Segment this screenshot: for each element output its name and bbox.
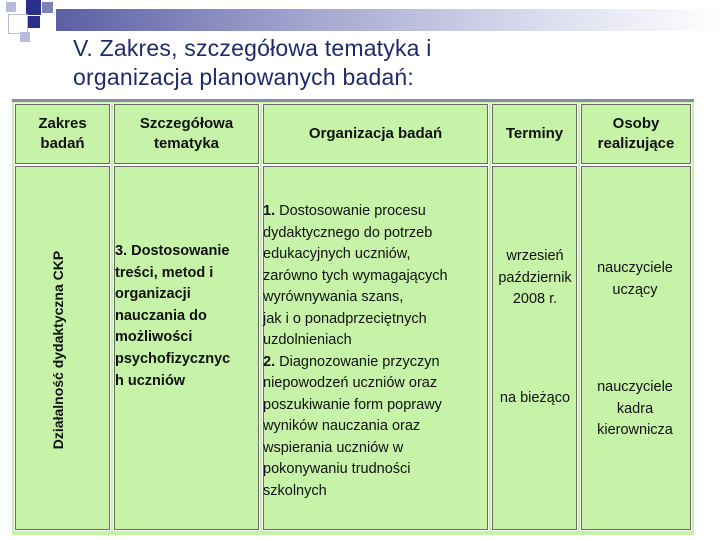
topic-line: nauczania do xyxy=(115,307,207,324)
header-topic xyxy=(113,103,260,165)
header-persons-line-2: realizujące xyxy=(597,135,675,152)
header-persons xyxy=(580,103,692,165)
topic-text xyxy=(115,241,255,392)
terms-line: październik xyxy=(498,269,572,286)
topic-line: możliwości xyxy=(115,329,193,346)
slide-title xyxy=(73,34,693,92)
cell-terms xyxy=(491,165,578,531)
organization-item-2-first-line xyxy=(263,352,488,374)
organization-line: pokonywaniu trudności xyxy=(263,461,411,477)
terms-group-2 xyxy=(493,388,577,410)
organization-item-heading: Diagnozowanie przyczyn xyxy=(275,353,440,370)
header-scope-line-2: badań xyxy=(40,135,85,152)
organization-line: uzdolnieniach xyxy=(263,332,352,348)
organization-line: wspierania uczniów w xyxy=(263,439,404,456)
header-organization xyxy=(262,103,489,165)
slide-title-line-2: organizacja planowanych badań: xyxy=(73,64,415,90)
organization-item-number: 1. xyxy=(263,203,276,219)
organization-line: zarówno tych wymagających xyxy=(263,267,448,284)
topic-line: organizacji xyxy=(115,286,191,303)
organization-item-2 xyxy=(263,352,488,503)
organization-line: edukacyjnych uczniów, xyxy=(263,246,411,262)
organization-line: jak i o ponadprzeciętnych xyxy=(263,310,427,327)
organization-item-1 xyxy=(263,201,488,352)
header-scope-line-1: Zakres xyxy=(38,115,87,132)
organization-item-1-first-line xyxy=(263,201,488,223)
terms-line: wrzesień xyxy=(506,248,564,264)
persons-group-1 xyxy=(581,258,689,301)
header-persons-line-1: Osoby xyxy=(612,115,660,132)
terms-line: 2008 r. xyxy=(512,291,558,307)
organization-line: niepowodzeń uczniów oraz xyxy=(263,375,438,391)
organization-line: wyrównywania szans, xyxy=(263,289,404,305)
organization-line: poszukiwanie form poprawy xyxy=(263,396,442,413)
organization-item-heading: Dostosowanie procesu xyxy=(275,203,426,219)
persons-line: kierownicza xyxy=(597,422,673,438)
terms-group-1 xyxy=(493,246,577,311)
topic-line: treści, metod i xyxy=(115,264,214,281)
header-terms xyxy=(491,103,578,165)
organization-text xyxy=(263,201,488,502)
header-scope xyxy=(14,103,111,165)
header-topic-line-1: Szczegółowa xyxy=(139,115,234,132)
scope-value: Działalność dydaktyczna CKP xyxy=(50,250,66,450)
topic-line: psychofizycznyc xyxy=(115,350,231,367)
persons-line: kadra xyxy=(616,400,654,417)
topic-line: 3. Dostosowanie xyxy=(115,243,230,259)
organization-line: szkolnych xyxy=(263,482,327,499)
topic-line: h uczniów xyxy=(115,372,186,389)
organization-line: wyników nauczania oraz xyxy=(263,418,421,434)
terms-line: na bieżąco xyxy=(499,390,571,406)
persons-line: nauczyciele xyxy=(597,260,673,276)
organization-line: dydaktycznego do potrzeb xyxy=(263,224,433,241)
organization-item-number: 2. xyxy=(263,353,276,370)
header-terms-label: Terminy xyxy=(505,125,564,142)
header-topic-line-2: tematyka xyxy=(153,135,220,152)
cell-persons xyxy=(580,165,692,531)
title-divider xyxy=(12,99,694,102)
persons-line: uczący xyxy=(612,281,658,298)
slide-title-line-1: V. Zakres, szczegółowa tematyka i xyxy=(73,35,432,61)
header-organization-label: Organizacja badań xyxy=(308,125,443,142)
persons-line: nauczyciele xyxy=(597,379,673,395)
title-gradient-bar xyxy=(56,9,720,31)
persons-group-2 xyxy=(581,377,689,442)
